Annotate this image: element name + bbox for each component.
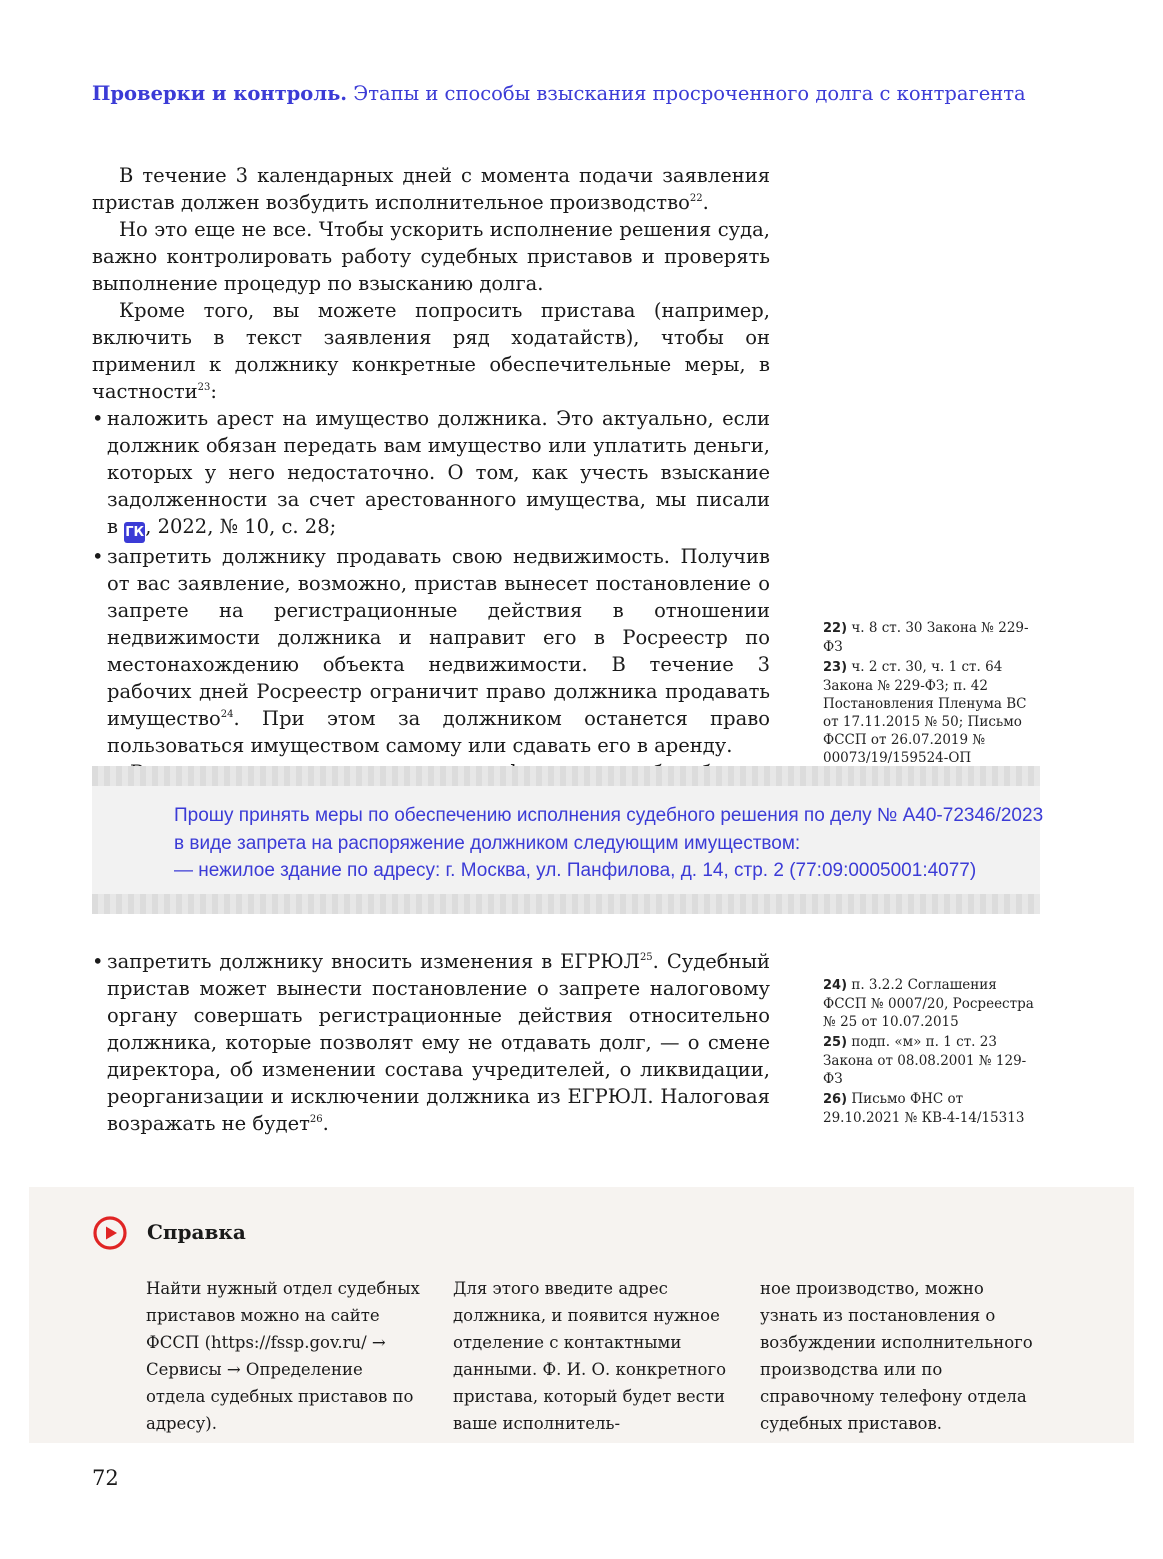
- measures-list-continued: [92, 948, 770, 1137]
- footnote-item: 23) ч. 2 ст. 30, ч. 1 ст. 64 Закона № 229-ФЗ; п. 42 Постановления Пленума ВС от 17.11.2015 № 50; Письмо ФССП от 26.07.2019 № 00073/19/159524-ОП: [823, 659, 1027, 766]
- reference-column-3: ное производство, можно узнать из постановления о возбуждении исполнительного производства или по справочному телефону отдела судебных приставов.: [760, 1279, 1033, 1433]
- footnote-ref: 22: [689, 193, 703, 204]
- quote-line: — нежилое здание по адресу: г. Москва, ул. Панфилова, д. 14, стр. 2 (77:09:0005001:4077): [174, 860, 977, 881]
- sample-statement-text: [174, 802, 1043, 885]
- reference-column-2: Для этого введите адрес должника, и появится нужное отделение с контактными данными. Ф. И. О. конкретного пристава, который будет вести ваше исполнитель-: [453, 1279, 727, 1433]
- list-item: • наложить арест на имущество должника. Это актуально, если должник обязан передать вам имущество или уплатить деньги, которых у него недостаточно. О том, как учесть взыскание задолженности за счет арестованного имущества, мы писали в ГК, 2022, № 10, с. 28;: [92, 405, 770, 543]
- paragraph-1: В течение 3 календарных дней с момента подачи заявления пристав должен возбудить исполнительное производство$^{22}$.: [92, 164, 770, 214]
- main-text-block-2: [92, 948, 770, 1137]
- gk-magazine-icon: ГК: [124, 522, 145, 543]
- footnote-item: 26) Письмо ФНС от 29.10.2021 № КВ-4-14/15313: [823, 1091, 1025, 1126]
- footnote-item: 25) подп. «м» п. 1 ст. 23 Закона от 08.08.2001 № 129-ФЗ: [823, 1034, 1027, 1087]
- list-item: • запретить должнику вносить изменения в ЕГРЮЛ$^{25}$. Судебный пристав может вынести постановление о запрете налоговому органу совершать регистрационные действия относительно должника, которые позволят ему не отдавать долг, — о смене директора, об изменении состава учредителей, о ликвидации, реорганизации и исключении должника из ЕГРЮЛ. Налоговая возражать не будет$^{26}$.: [92, 948, 770, 1137]
- footnote-ref: 25: [639, 952, 653, 963]
- footnote-ref: 24: [220, 709, 234, 720]
- footnote-ref: 26: [309, 1114, 323, 1125]
- paragraph-2: Но это еще не все. Чтобы ускорить исполнение решения суда, важно контролировать работу судебных приставов и проверять выполнение процедур по взысканию долга.: [92, 218, 770, 295]
- header-section: Проверки и контроль.: [92, 82, 348, 105]
- page-number: 72: [92, 1466, 119, 1490]
- quote-line: в виде запрета на распоряжение должником следующим имуществом:: [174, 832, 801, 854]
- list-item: • запретить должнику продавать свою недвижимость. Получив от вас заявление, возможно, пристав вынесет постановление о запрете на регистрационные действия в отношении недвижимости должника и направит его в Росреестр по местонахождению объекта недвижимости. В течение 3 рабочих дней Росреестр ограничит право должника продавать имущество$^{24}$. При этом за должником останется право пользоваться имуществом самому или сдавать его в аренду.: [92, 543, 770, 759]
- paragraph-3: Кроме того, вы можете попросить пристава (например, включить в текст заявления ряд ходатайств), чтобы он применил к должнику конкретные обеспечительные меры, в частности$^{23}$:: [92, 299, 770, 403]
- running-header: [92, 82, 1092, 105]
- footnote-item: 24) п. 3.2.2 Соглашения ФССП № 0007/20, Росреестра № 25 от 10.07.2015: [823, 977, 1034, 1030]
- measures-list: [92, 405, 770, 759]
- reference-title: Справка: [147, 1220, 246, 1244]
- reference-column-1: Найти нужный отдел судебных приставов можно на сайте ФССП (https://fssp.gov.ru/ → Сервисы → Определение отдела судебных приставов по адресу).: [146, 1279, 420, 1433]
- header-article: Этапы и способы взыскания просроченного долга с контрагента: [353, 82, 1026, 105]
- main-text-block-1: [92, 162, 770, 813]
- quote-line: Прошу принять меры по обеспечению исполнения судебного решения по делу № А40-72346/2023: [174, 805, 1044, 826]
- sidenotes-top: [823, 619, 1043, 769]
- footnote-item: 22) ч. 8 ст. 30 Закона № 229-ФЗ: [823, 620, 1029, 655]
- sample-statement-box: [92, 766, 1044, 914]
- reference-box: [29, 1187, 1134, 1443]
- sidenotes-bottom: [823, 976, 1043, 1129]
- play-circle-icon: [93, 1216, 127, 1250]
- footnote-ref: 23: [197, 382, 211, 393]
